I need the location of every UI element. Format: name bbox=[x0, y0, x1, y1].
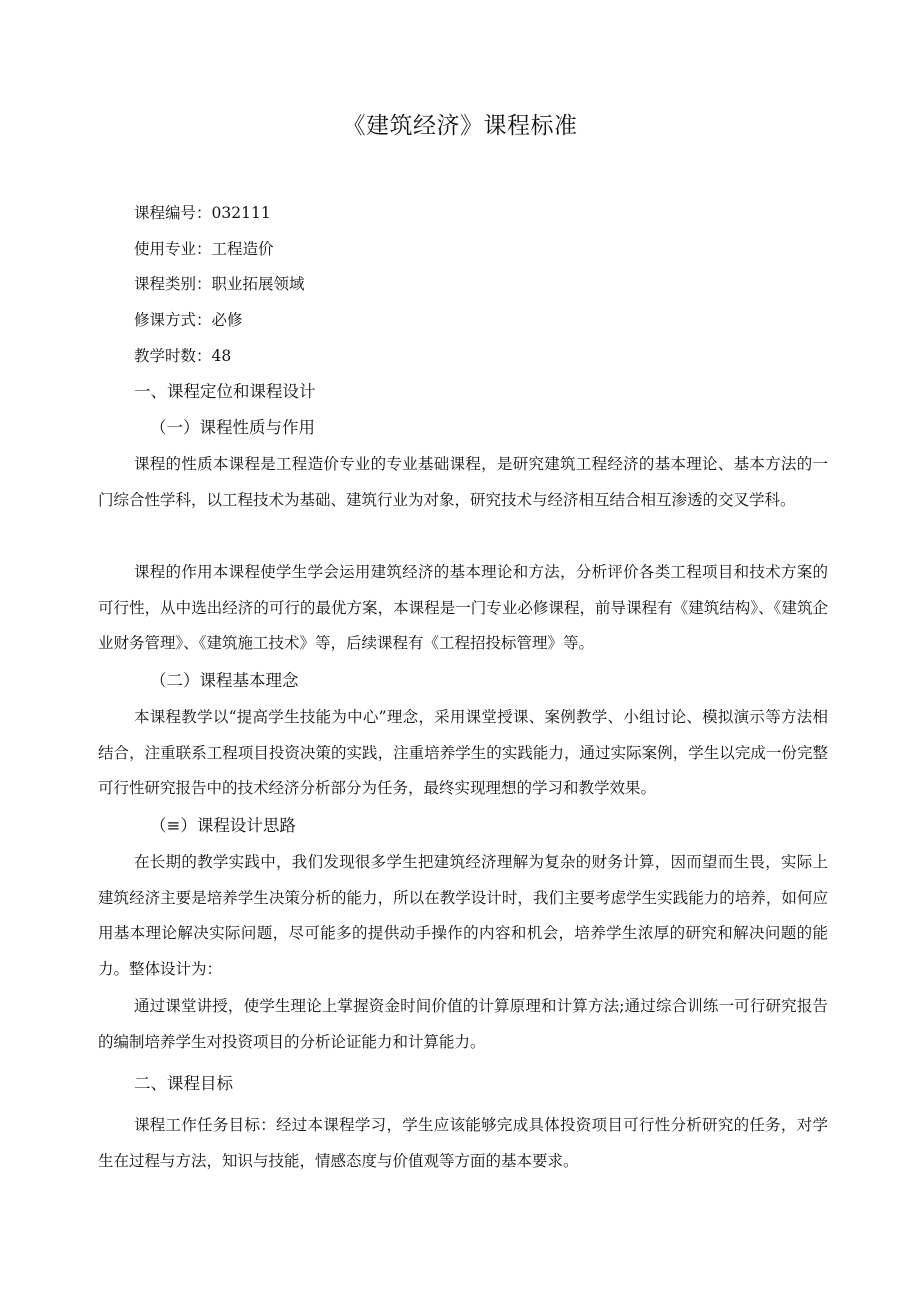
paragraph-design-thinking: 在长期的教学实践中，我们发现很多学生把建筑经济理解为复杂的财务计算，因而望而生畏，实际上建筑经济主要是培养学生决策分析的能力，所以在教学设计时，我们主要考虑学生实践能力的培养，如何应用基本理论解决实际问题，尽可能多的提供动手操作的内容和机会，培养学生浓厚的研究和解决问题的能力。整体设计为： bbox=[98, 853, 828, 978]
paragraph-course-role: 课程的作用本课程使学生学会运用建筑经济的基本理论和方法，分析评价各类工程项目和技术方案的可行性，从中选出经济的可行的最优方案，本课程是一门专业必修课程，前导课程有《建筑结构》、《建筑企业财务管理》、《建筑施工技术》等，后续课程有《工程招投标管理》等。 bbox=[98, 563, 828, 652]
meta-label: 教学时数： bbox=[134, 347, 212, 365]
meta-value: 职业拓展领域 bbox=[211, 275, 305, 293]
meta-course-code bbox=[134, 201, 271, 225]
meta-value: 48 bbox=[211, 347, 232, 365]
subsection-heading-nature: （一）课程性质与作用 bbox=[150, 418, 315, 437]
document-title: 《建筑经济》课程标准 bbox=[342, 113, 578, 139]
paragraph-philosophy: 本课程教学以“提高学生技能为中心”理念，采用课堂授课、案例教学、小组讨论、模拟演示等方法相结合，注重联系工程项目投资决策的实践，注重培养学生的实践能力，通过实际案例，学生以完成一份完整可行性研究报告中的技术经济分析部分为任务，最终实现理想的学习和教学效果。 bbox=[98, 708, 828, 797]
meta-value: 032111 bbox=[211, 204, 271, 222]
subsection-heading-design: （≡）课程设计思路 bbox=[150, 816, 296, 835]
section-heading-goals: 二、课程目标 bbox=[134, 1074, 233, 1093]
meta-study-mode bbox=[134, 308, 243, 332]
meta-label: 修课方式： bbox=[134, 311, 212, 329]
subsection-heading-philosophy: （二）课程基本理念 bbox=[150, 671, 299, 690]
section-heading-positioning: 一、课程定位和课程设计 bbox=[134, 382, 316, 401]
meta-category bbox=[134, 272, 305, 296]
meta-value: 必修 bbox=[211, 311, 243, 329]
meta-label: 课程类别： bbox=[134, 275, 212, 293]
paragraph-course-nature: 课程的性质本课程是工程造价专业的专业基础课程，是研究建筑工程经济的基本理论、基本方法的一门综合性学科，以工程技术为基础、建筑行业为对象，研究技术与经济相互结合相互渗透的交叉学科。 bbox=[98, 455, 828, 509]
paragraph-goals: 课程工作任务目标：经过本课程学习，学生应该能够完成具体投资项目可行性分析研究的任务，对学生在过程与方法，知识与技能，情感态度与价值观等方面的基本要求。 bbox=[98, 1116, 828, 1170]
meta-label: 使用专业： bbox=[134, 240, 212, 258]
paragraph-overall-design: 通过课堂讲授，使学生理论上掌握资金时间价值的计算原理和计算方法;通过综合训练一可行研究报告的编制培养学生对投资项目的分析论证能力和计算能力。 bbox=[98, 997, 828, 1051]
meta-teaching-hours bbox=[134, 344, 231, 368]
meta-major bbox=[134, 237, 274, 261]
meta-value: 工程造价 bbox=[211, 240, 274, 258]
meta-label: 课程编号： bbox=[134, 204, 212, 222]
